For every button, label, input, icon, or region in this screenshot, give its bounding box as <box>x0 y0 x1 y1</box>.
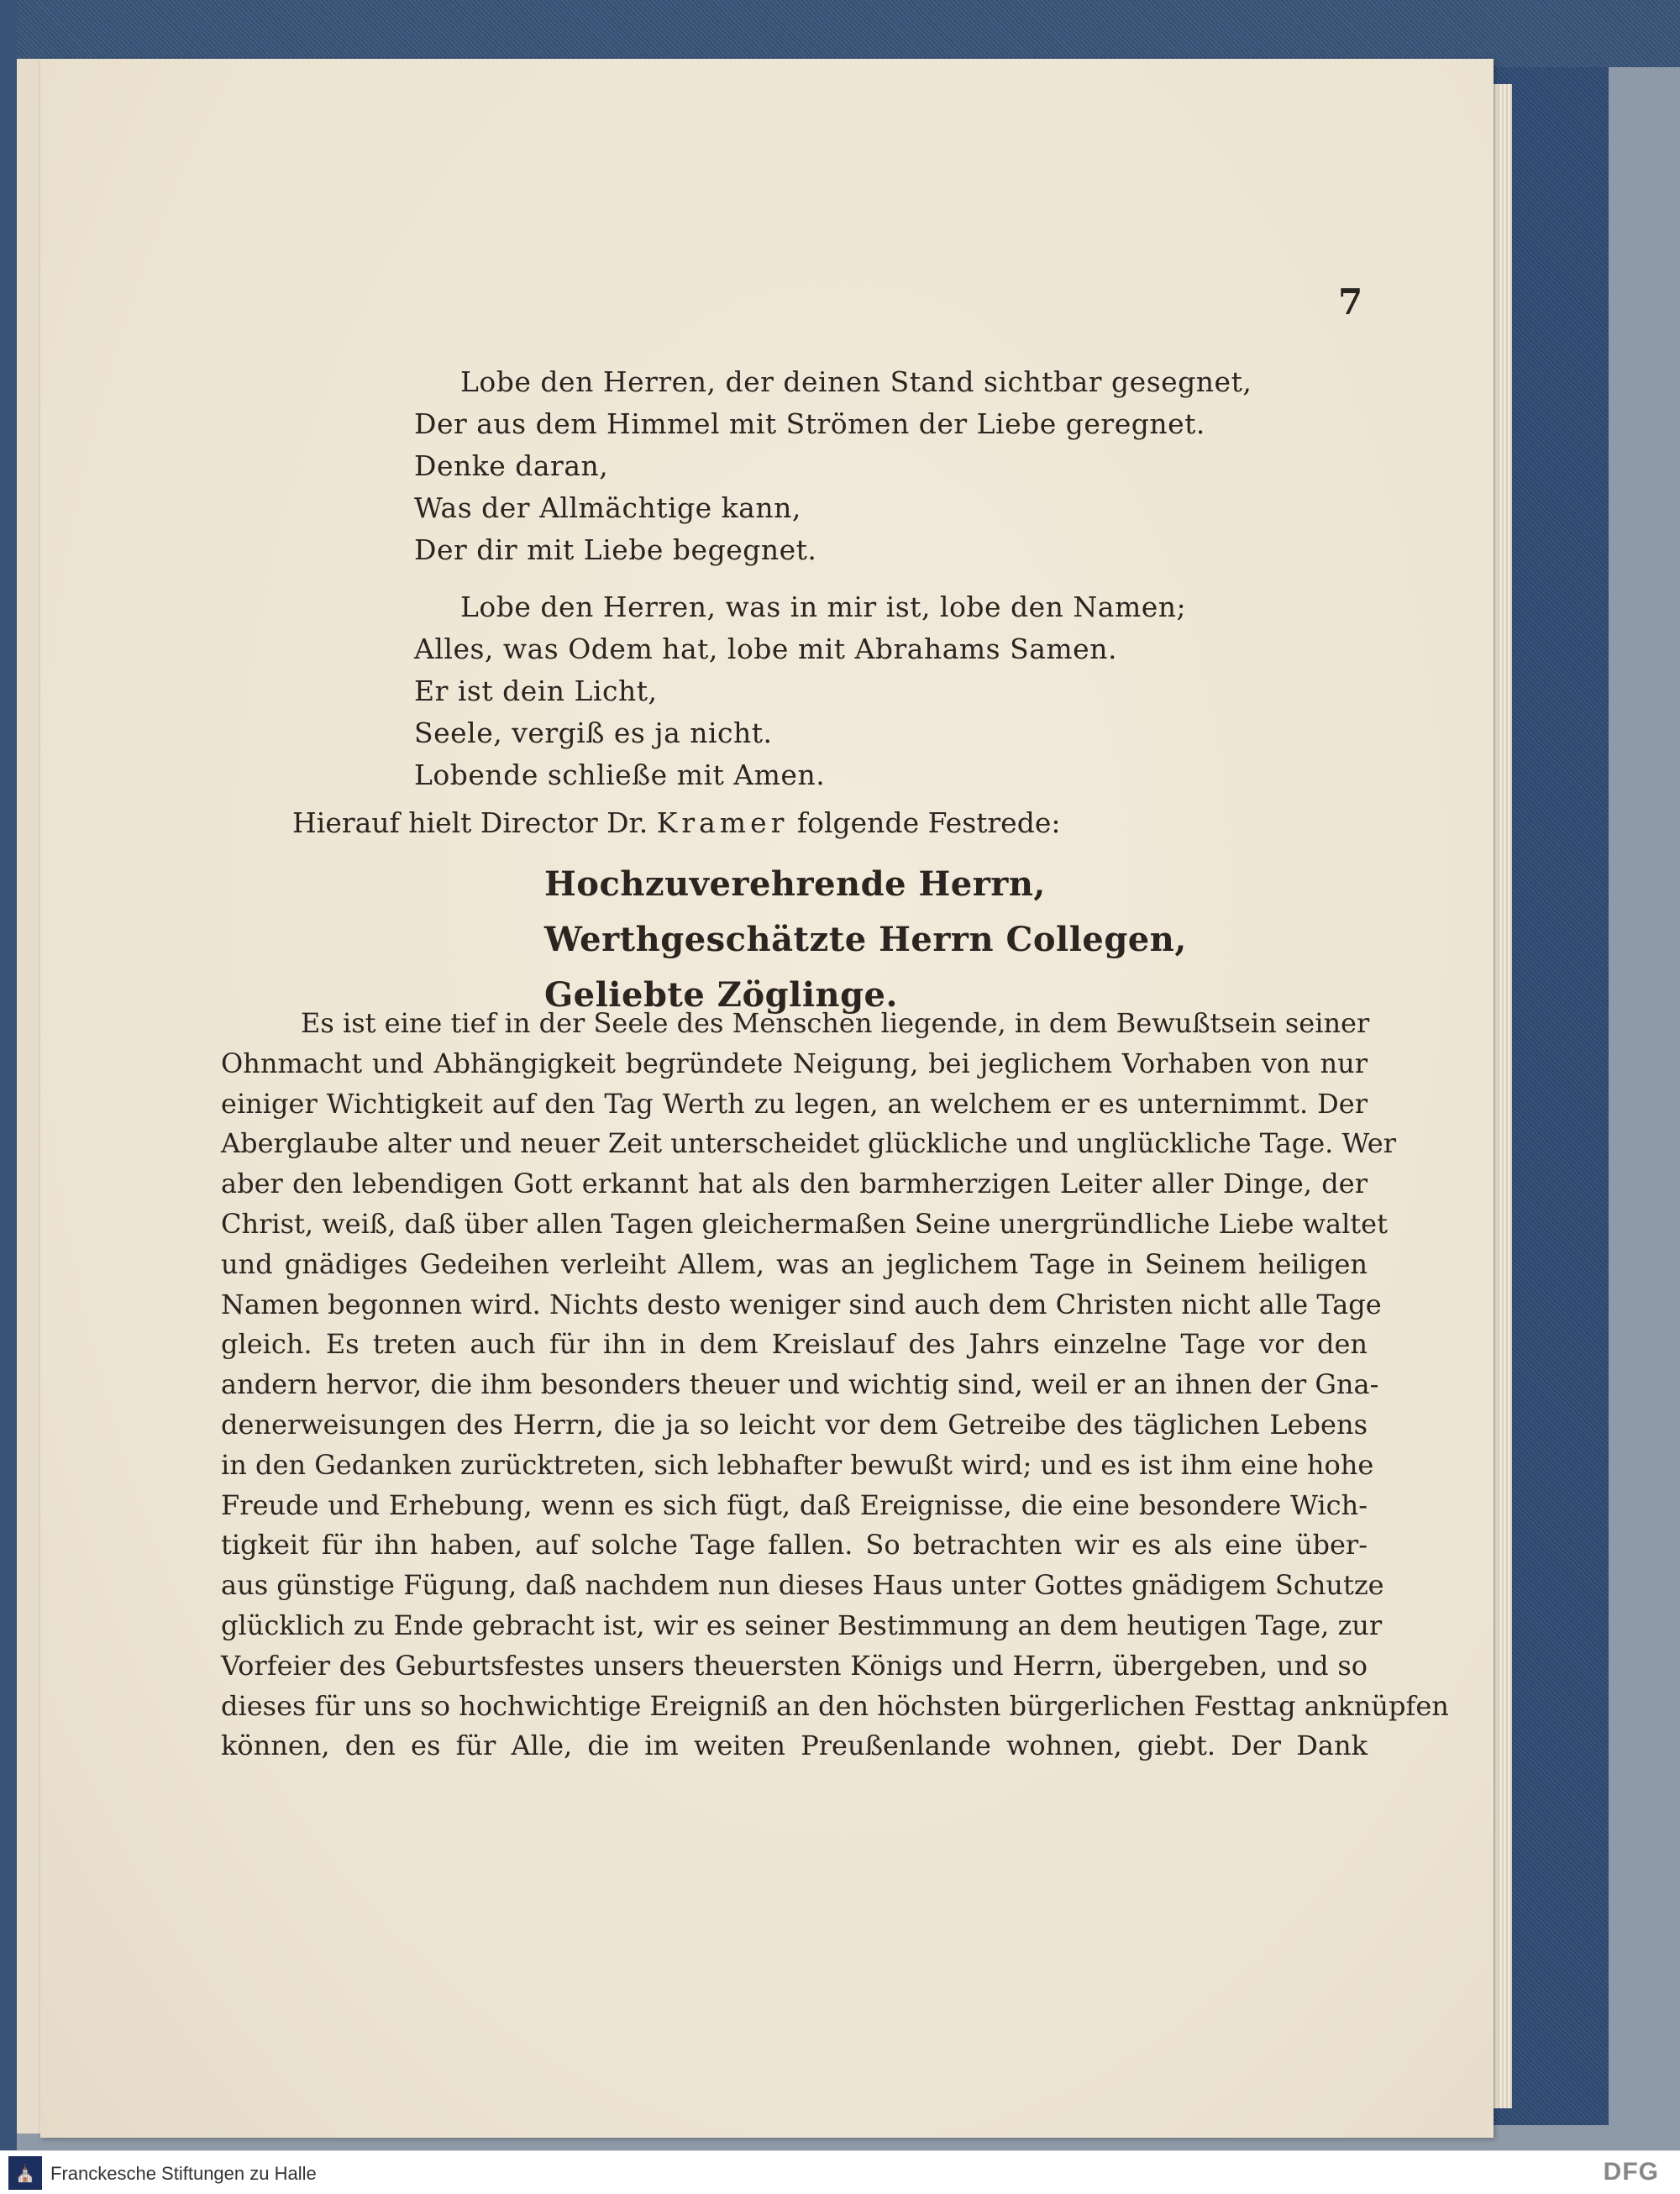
institution-logo-icon: ⛪ <box>8 2156 42 2190</box>
verse-line: Lobe den Herren, der deinen Stand sichtbar gesegnet, <box>460 365 1252 398</box>
salutation-line: Werthgeschätzte Herrn Collegen, <box>544 920 1187 959</box>
body-line: Vorfeier des Geburtsfestes unsers theuersten Königs und Herrn, übergeben, und so <box>221 1649 1368 1682</box>
body-line: können, den es für Alle, die im weiten Preußenlande wohnen, giebt. Der Dank <box>221 1729 1368 1762</box>
body-line: gleich. Es treten auch für ihn in dem Kreislauf des Jahrs einzelne Tage vor den <box>221 1328 1368 1361</box>
stanza-gap <box>414 571 1252 586</box>
speech-intro <box>292 802 1060 844</box>
verse-line: Der aus dem Himmel mit Strömen der Liebe geregnet. <box>414 407 1205 440</box>
speech-body <box>221 1004 1449 1766</box>
body-line: Ohnmacht und Abhängigkeit begründete Neigung, bei jeglichem Vorhaben von nur <box>221 1047 1368 1079</box>
intro-before: Hierauf hielt Director Dr. <box>292 806 657 839</box>
hymn-verses <box>414 361 1252 796</box>
body-line: tigkeit für ihn haben, auf solche Tage fallen. So betrachten wir es als eine über- <box>221 1529 1368 1562</box>
institution-name: Franckesche Stiftungen zu Halle <box>50 2163 317 2184</box>
intro-after: folgende Festrede: <box>788 806 1061 839</box>
body-line: denerweisungen des Herrn, die ja so leicht vor dem Getreibe des täglichen Lebens <box>221 1408 1368 1441</box>
verse-line: Lobende schließe mit Amen. <box>414 758 826 791</box>
page-number: 7 <box>1338 281 1363 323</box>
body-line: aber den lebendigen Gott erkannt hat als den barmherzigen Leiter aller Dinge, der <box>221 1168 1368 1200</box>
body-line: Christ, weiß, daß über allen Tagen gleichermaßen Seine unergründliche Liebe waltet <box>221 1207 1388 1240</box>
book-cover-top <box>0 0 1680 67</box>
book-cover-left <box>0 0 17 2184</box>
funder-logo: DFG <box>1603 2158 1659 2186</box>
verse-line: Er ist dein Licht, <box>414 674 658 707</box>
body-line: Namen begonnen wird. Nichts desto weniger sind auch dem Christen nicht alle Tage <box>221 1288 1382 1320</box>
body-line: Aberglaube alter und neuer Zeit unterscheidet glückliche und unglückliche Tage. Wer <box>221 1127 1396 1160</box>
body-line: und gnädiges Gedeihen verleiht Allem, was an jeglichem Tage in Seinem heiligen <box>221 1247 1368 1280</box>
book-page <box>40 59 1494 2138</box>
body-line: glücklich zu Ende gebracht ist, wir es seiner Bestimmung an dem heutigen Tage, zur <box>221 1609 1383 1641</box>
body-line: in den Gedanken zurücktreten, sich lebhafter bewußt wird; und es ist ihm eine hohe <box>221 1448 1374 1481</box>
verse-line: Der dir mit Liebe begegnet. <box>414 533 817 566</box>
body-line: dieses für uns so hochwichtige Ereigniß an den höchsten bürgerlichen Festtag anknüpfen <box>221 1689 1449 1722</box>
verse-line: Lobe den Herren, was in mir ist, lobe den Namen; <box>460 590 1187 623</box>
body-line: Es ist eine tief in der Seele des Menschen liegende, in dem Bewußtsein seiner <box>301 1007 1370 1039</box>
verse-line: Was der Allmächtige kann, <box>414 491 801 524</box>
body-line: Freude und Erhebung, wenn es sich fügt, daß Ereignisse, die eine besondere Wich- <box>221 1488 1368 1521</box>
body-line: aus günstige Fügung, daß nachdem nun dieses Haus unter Gottes gnädigem Schutze <box>221 1569 1384 1602</box>
salutation <box>544 857 1187 1023</box>
verse-line: Seele, vergiß es ja nicht. <box>414 716 773 749</box>
verse-line: Alles, was Odem hat, lobe mit Abrahams Samen. <box>414 632 1117 665</box>
body-line: einiger Wichtigkeit auf den Tag Werth zu legen, an welchem er es unternimmt. Der <box>221 1087 1368 1120</box>
verse-line: Denke daran, <box>414 449 609 482</box>
salutation-line: Hochzuverehrende Herrn, <box>544 864 1046 904</box>
body-line: andern hervor, die ihm besonders theuer und wichtig sind, weil er an ihnen der Gna- <box>221 1368 1379 1401</box>
speaker-name: Kramer <box>656 806 789 839</box>
viewer-footer <box>0 2150 1680 2194</box>
salutation-line: Geliebte Zöglinge. <box>544 975 898 1015</box>
